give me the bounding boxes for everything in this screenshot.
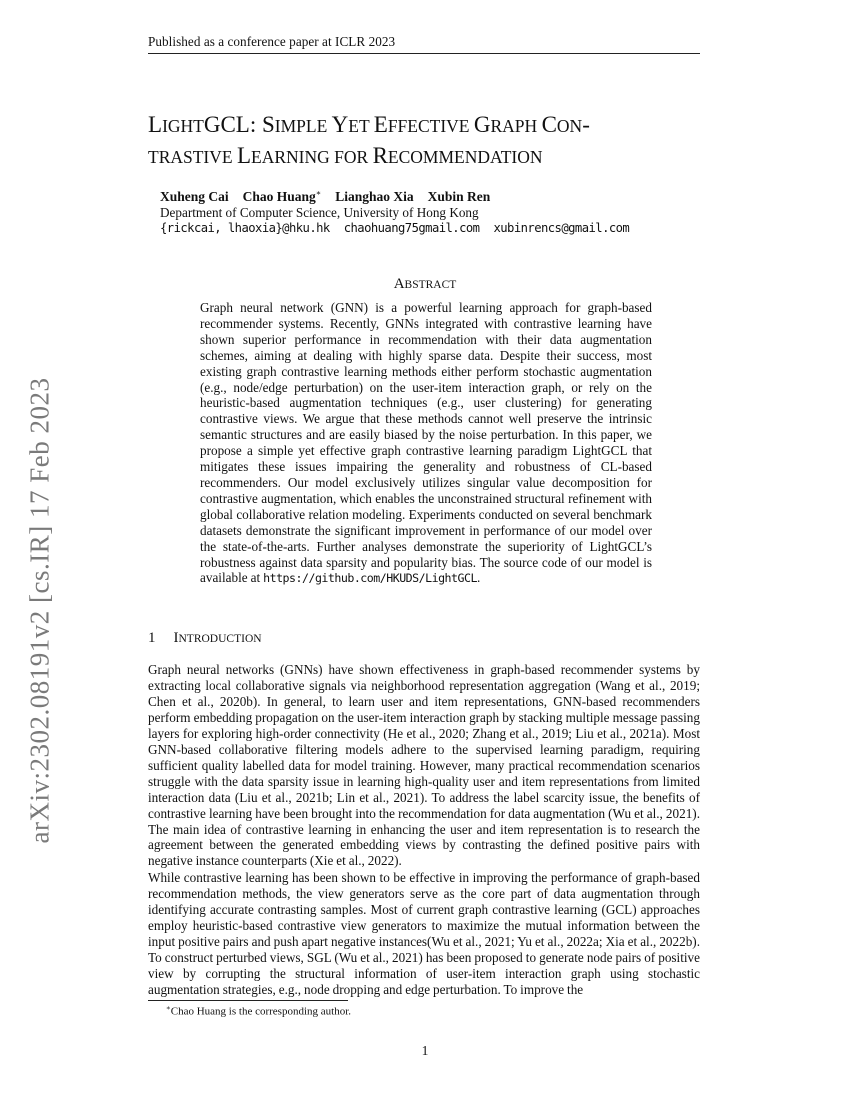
author-name bbox=[335, 189, 413, 204]
title-char: C bbox=[541, 112, 557, 137]
arxiv-id[interactable]: arXiv:2302.08191v2 [cs.IR] 17 Feb 2023 bbox=[24, 377, 55, 843]
page-number: 1 bbox=[421, 1043, 429, 1058]
author-list bbox=[160, 188, 504, 205]
title-char: L bbox=[236, 143, 252, 168]
section-title-rest: NTRODUCTION bbox=[178, 633, 262, 645]
author-name-text: Chao Huang bbox=[242, 188, 316, 204]
author-name-text: Xuheng Cai bbox=[160, 188, 229, 204]
title-smallcaps: EARNING FOR bbox=[251, 147, 373, 167]
title-smallcaps: ET bbox=[348, 116, 374, 136]
body-paragraph: Graph neural networks (GNNs) have shown effectiveness in graph-based recommender systems by extracting local collaborative signals via neighborhood representation aggregation (Wang et al., 2019; Chen et al., 2020b). In general, to learn user and item representations, GNN-based recommenders perform embedding propagation on the user-item interaction graph by stacking multiple message passing layers for exploring high-order connectivity (He et al., 2020; Zhang et al., 2019; Liu et al., 2021a). Most GNN-based collaborative filtering models adhere to the supervised learning paradigm, requiring sufficient quality labelled data for model training. However, many practical recommendation scenarios struggle with the data sparsity issue in learning high-quality user and item representations from limited interaction data (Liu et al., 2021b; Lin et al., 2021). To address the label scarcity issue, the benefits of contrastive learning have been brought into the recommendation for data augmentation (Wu et al., 2021). The main idea of contrastive learning in enhancing the user and item representation is to research the agreement between the generated embedding views by contrasting the defined positive pairs with negative instance counterparts (Xie et al., 2022). bbox=[148, 662, 700, 869]
title-smallcaps: RAPH bbox=[490, 116, 542, 136]
abstract-text: Graph neural network (GNN) is a powerful learning approach for graph-based recommender systems. Recently, GNNs integrated with contrastive learning have shown superior performance in recommendation with their data augmentation schemes, aiming at dealing with highly sparse data. Despite their success, most existing graph contrastive learning methods either perform stochastic augmentation (e.g., node/edge perturbation) on the user-item interaction graph, or rely on the heuristic-based augmentation techniques (e.g., user clustering) for generating contrastive views. We argue that these methods cannot well preserve the intrinsic semantic structures and are easily biased by the noise perturbation. In this paper, we propose a simple yet effective graph contrastive learning paradigm LightGCL that mitigates these issues impairing the generality and robustness of CL-based recommenders. Our model exclusively utilizes singular value decomposition for contrastive augmentation, which enables the unconstrained structural refinement with global collaborative relation modeling. Experiments conducted on several benchmark datasets demonstrate the significant improvement in performance of our model over the state-of-the-arts. Further analyses demonstrate the superiority of LightGCL’s robustness against data sparsity and popularity bias. The source code of our model is available at bbox=[200, 300, 652, 586]
title-char: E bbox=[373, 112, 388, 137]
title-smallcaps: IMPLE bbox=[274, 116, 332, 136]
body-paragraph: While contrastive learning has been shown to be effective in improving the performance of graph-based recommendation methods, the view generators serve as the core part of data augmentation through identifying accurate contrasting samples. Most of current graph contrastive learning (GCL) approaches employ heuristic-based contrastive view generators to maximize the mutual information between the input positive pairs and push apart negative instances(Wu et al., 2021; Yu et al., 2022a; Xia et al., 2022b). To construct perturbed views, SGL (Wu et al., 2021) has been proposed to generate node pairs of positive view by corrupting the structural information of user-item interaction graph using stochastic augmentation strategies, e.g., node dropping and edge perturbation. To improve the bbox=[148, 870, 700, 997]
author-name-text: Xubin Ren bbox=[427, 188, 491, 204]
title-char: G bbox=[473, 112, 491, 137]
source-code-link[interactable]: https://github.com/HKUDS/LightGCL bbox=[263, 571, 477, 586]
author-footnote-mark: ∗ bbox=[315, 188, 322, 197]
footnote bbox=[166, 1004, 351, 1018]
email: chaohuang75gmail.com bbox=[343, 221, 480, 235]
title-smallcaps: ECOMMENDATION bbox=[387, 147, 543, 167]
author-name-text: Lianghao Xia bbox=[335, 188, 414, 204]
title-smallcaps: FFECTIVE bbox=[387, 116, 474, 136]
section-number: 1 bbox=[148, 630, 156, 646]
section-title-cap: I bbox=[173, 630, 179, 646]
title-smallcaps: TRASTIVE bbox=[148, 147, 237, 167]
arxiv-stamp bbox=[20, 370, 60, 850]
title-smallcaps: IGHT bbox=[162, 116, 204, 136]
affiliation: Department of Computer Science, University of Hong Kong bbox=[160, 205, 479, 220]
title-char: Y bbox=[331, 112, 349, 137]
footnote-text: Chao Huang is the corresponding author. bbox=[170, 1005, 352, 1018]
author-emails bbox=[160, 221, 643, 235]
email: {rickcai, lhaoxia}@hku.hk bbox=[160, 221, 330, 235]
abstract-end: . bbox=[476, 570, 481, 586]
email: xubinrencs@gmail.com bbox=[493, 221, 630, 235]
author-name bbox=[243, 189, 322, 204]
header-rule bbox=[148, 53, 700, 54]
title-char: R bbox=[372, 143, 388, 168]
title-part: GCL: S bbox=[203, 112, 275, 137]
paper-title bbox=[148, 110, 708, 172]
title-hyphen: - bbox=[582, 112, 590, 137]
abstract-heading-cap: A bbox=[393, 276, 405, 292]
title-smallcaps: ON bbox=[556, 116, 583, 136]
footnote-mark: ∗ bbox=[166, 1004, 171, 1012]
author-name bbox=[428, 189, 491, 204]
abstract-heading-rest: BSTRACT bbox=[404, 279, 457, 291]
abstract-body bbox=[200, 300, 652, 587]
section-heading bbox=[148, 630, 262, 647]
running-head: Published as a conference paper at ICLR 2023 bbox=[148, 34, 396, 49]
title-char: L bbox=[148, 112, 163, 137]
footnote-rule bbox=[148, 1000, 348, 1001]
abstract-heading bbox=[0, 276, 850, 293]
author-name bbox=[160, 189, 229, 204]
